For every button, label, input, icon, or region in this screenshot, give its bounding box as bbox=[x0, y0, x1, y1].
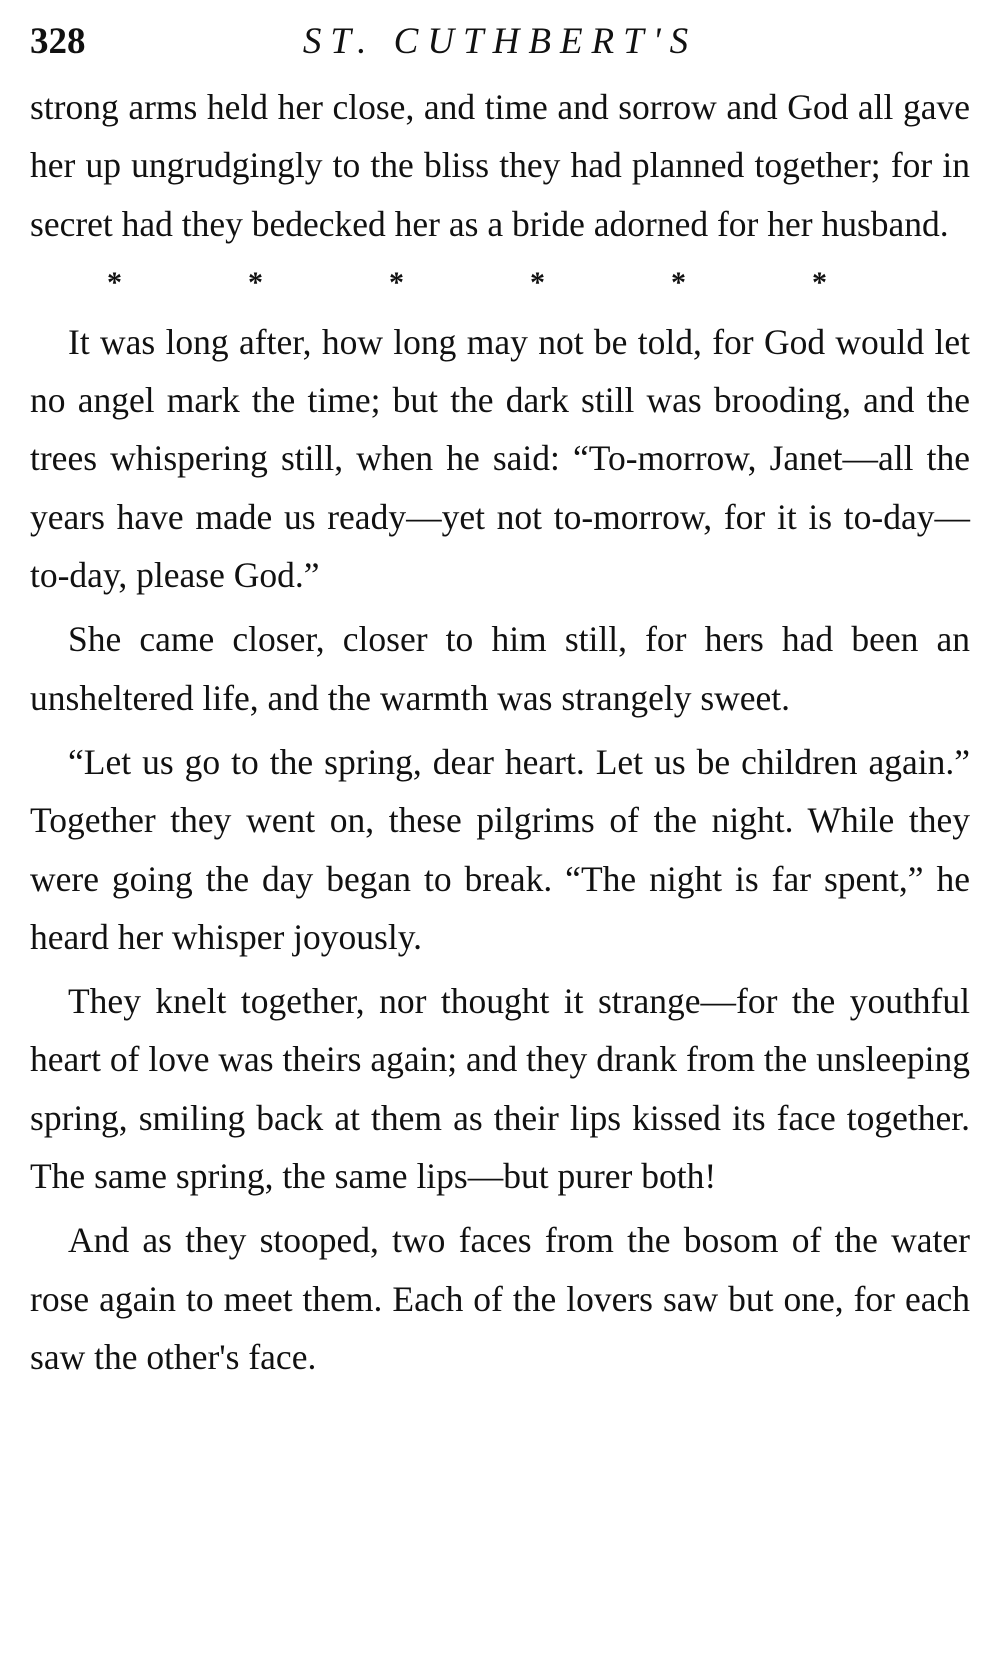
paragraph-3: She came closer, closer to him still, for hers had been an unsheltered life, and the warmth was strangely sweet. bbox=[30, 619, 970, 718]
asterisk: * bbox=[812, 265, 827, 299]
paragraph-6: And as they stooped, two faces from the bosom of the water rose again to meet them. Each of the lovers saw but one, for each saw the other's face. bbox=[30, 1220, 970, 1377]
paragraph-1: strong arms held her close, and time and sorrow and God all gave her up ungrudgingly to the bliss they had planned together; for in secret had they bedecked her as a bride adorned for her husband. bbox=[30, 87, 970, 244]
page-number: 328 bbox=[30, 21, 86, 62]
asterisk: * bbox=[671, 265, 686, 299]
asterisk: * bbox=[389, 265, 404, 299]
section-break bbox=[107, 253, 827, 313]
paragraph-2: It was long after, how long may not be told, for God would let no angel mark the time; but the dark still was brooding, and the trees whispering still, when he said: “To-morrow, Janet—all the years have made us ready—yet not to-morrow, for it is to-day—to-day, please God.” bbox=[30, 321, 970, 596]
book-page bbox=[30, 16, 970, 1386]
running-title: ST. CUTHBERT'S bbox=[302, 21, 698, 62]
paragraph-5: They knelt together, nor thought it strange—for the youthful heart of love was theirs again; and they drank from the unsleeping spring, smiling back at them as their lips kissed its face together. The same spring, the same lips—but purer both! bbox=[30, 981, 970, 1197]
asterisk: * bbox=[248, 265, 263, 299]
asterisk: * bbox=[530, 265, 545, 299]
paragraph-4: “Let us go to the spring, dear heart. Let us be children again.” Together they went on, these pilgrims of the night. While they were going the day began to break. “The night is far spent,” he heard her whisper joyously. bbox=[30, 741, 970, 957]
body-text bbox=[30, 78, 970, 1386]
asterisk: * bbox=[107, 265, 122, 299]
running-head bbox=[30, 16, 970, 78]
